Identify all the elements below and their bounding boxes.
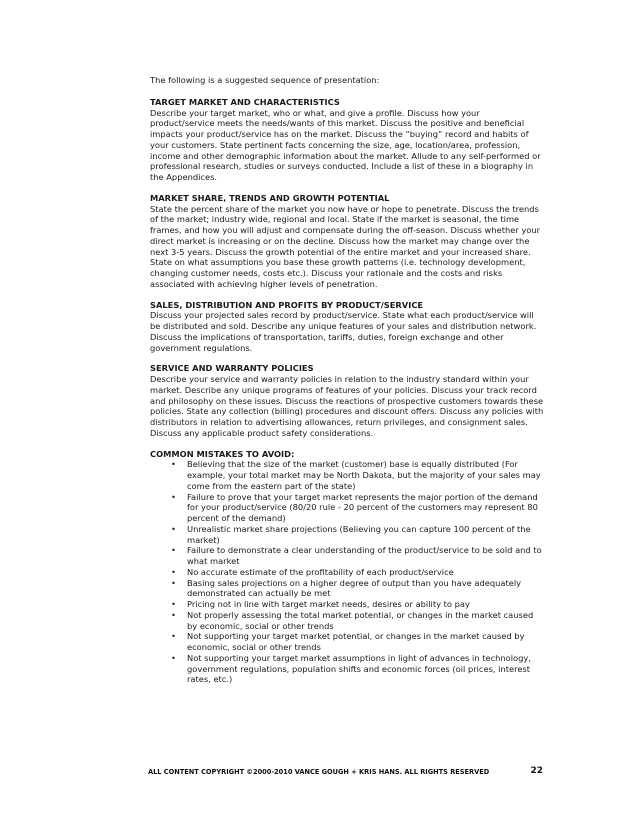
bullet-icon: • [171,609,176,620]
list-item [150,599,545,610]
list-item-text: Failure to prove that your target market represents the major portion of the demand for your product/service (80/20 rule - 20 percent of the customers may represent 80 percent of the demand) [187,491,538,523]
intro-text: The following is a suggested sequence of presentation: [150,75,380,85]
list-item-text: Believing that the size of the market (customer) base is equally distributed (For example, your total market may be North Dakota, but the majority of your sales may come from the eastern part of the state) [187,459,541,491]
section-body: Describe your target market, who or what, and give a profile. Discuss how your product/service meets the needs/wants of this market. Discuss the positive and beneficial impacts your product/service has on the market. Discuss the “buying” record and habits of your customers. State pertinent facts concerning the size, age, location/area, profession, income and other demographic information about the market. Allude to any self-performed or professional research, studies or surveys conducted. Include a list of these in a biography in the Appendices. [150,107,541,182]
copyright-notice: ALL CONTENT COPYRIGHT ©2000-2010 VANCE GOUGH + KRIS HANS. ALL RIGHTS RESERVED [148,768,490,776]
list-item-text: Not supporting your target market potential, or changes in the market caused by economic, social or other trends [187,631,525,652]
page-number: 22 [530,766,543,776]
list-item-text: Pricing not in line with target market needs, desires or ability to pay [187,599,470,609]
bullet-icon: • [171,652,176,663]
section-target-market [150,97,545,183]
bullet-icon: • [171,491,176,502]
list-item [150,578,545,600]
bullet-icon: • [171,577,176,588]
list-item [150,459,545,491]
list-item-text: No accurate estimate of the profitability of each product/service [187,566,454,577]
list-item-text: Unrealistic market share projections (Believing you can capture 100 percent of the market) [187,523,531,545]
list-item [150,492,545,524]
section-heading: TARGET MARKET AND CHARACTERISTICS [150,96,340,107]
list-item [150,631,545,653]
list-item [150,524,545,546]
list-item-text: Not supporting your target market assumptions in light of advances in technology, government regulations, population shifts and economic forces (oil prices, interest rates, etc.) [187,652,531,685]
bullet-icon: • [171,459,176,470]
mistakes-list [150,459,545,685]
list-item [150,545,545,567]
section-common-mistakes [150,449,545,686]
section-service-warranty [150,363,545,438]
bullet-icon: • [171,523,176,534]
section-heading: SERVICE AND WARRANTY POLICIES [150,363,314,374]
section-sales-distribution [150,300,545,354]
page-content [150,75,545,695]
list-item-text: Basing sales projections on a higher degree of output than you have adequately demonstrated can actually be met [187,577,522,599]
bullet-icon: • [171,545,176,556]
list-item [150,567,545,578]
section-heading: SALES, DISTRIBUTION AND PROFITS BY PRODUCT/SERVICE [150,299,424,310]
bullet-icon: • [171,631,176,642]
section-body: Describe your service and warranty policies in relation to the industry standard within your market. Describe any unique programs of features of your policies. Discuss your track record and philosophy on these issues. Discuss the reactions of prospective customers towards these policies. State any collection (billing) procedures and discount offers. Discuss any policies with distributors in relation to advertising allowances, return privileges, and consignment sales. Discuss any applicable product safety considerations. [150,374,544,438]
section-body: Discuss your projected sales record by product/service. State what each product/service will be distributed and sold. Describe any unique features of your sales and distribution network. Discuss the implications of transportation, tariffs, duties, foreign exchange and other government regulations. [150,310,537,353]
section-body: State the percent share of the market you now have or hope to penetrate. Discuss the trends of the market; industry wide, regional and local. State if the market is seasonal, the time frames, and how you will adjust and compensate during the off-season. Discuss whether your direct market is increasing or on the decline. Discuss how the market may change over the next 3-5 years. Discuss the growth potential of the entire market and your increased share. State on what assumptions you base these growth patterns (i.e. technology development, changing customer needs, costs etc.). Discuss your rationale and the costs and risks associated with achieving higher levels of penetration. [150,203,541,289]
list-item [150,653,545,685]
list-item-text: Not properly assessing the total market potential, or changes in the market caused by economic, social or other trends [187,609,534,631]
bullet-icon: • [171,566,176,577]
section-heading: MARKET SHARE, TRENDS AND GROWTH POTENTIAL [150,192,390,203]
list-item [150,610,545,632]
section-market-share [150,193,545,290]
bullet-icon: • [171,599,176,609]
list-item-text: Failure to demonstrate a clear understanding of the product/service to be sold and to what market [187,545,542,566]
section-heading: COMMON MISTAKES TO AVOID: [150,448,295,459]
